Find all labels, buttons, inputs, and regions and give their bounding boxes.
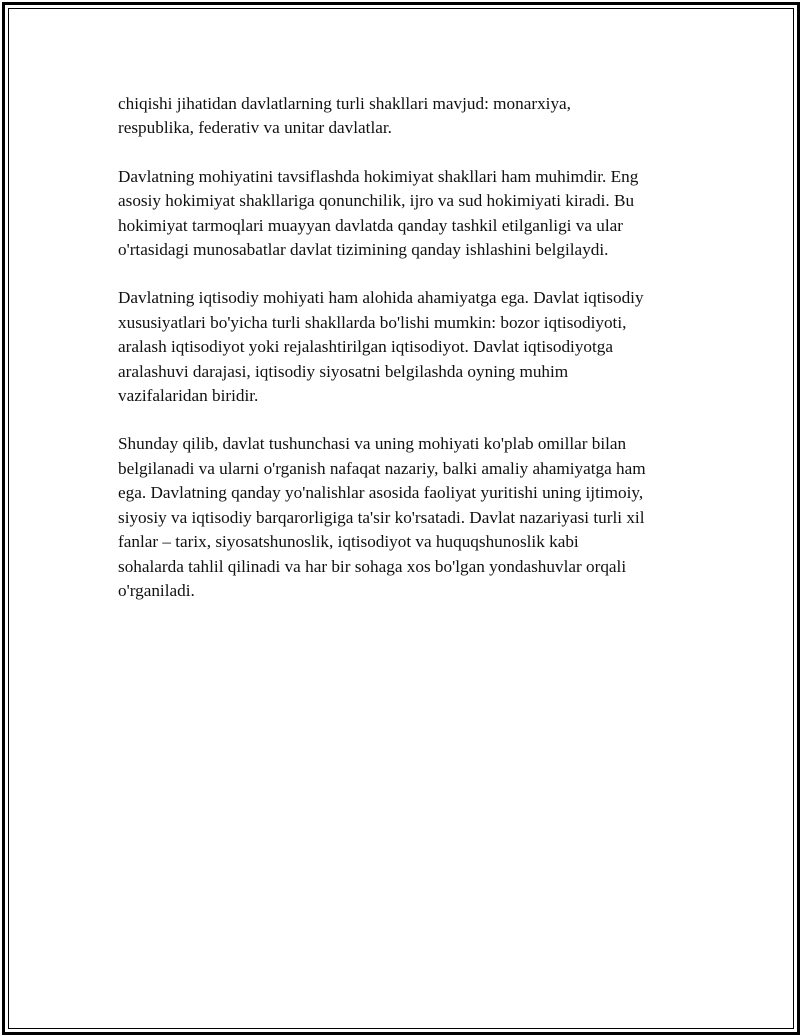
paragraph-economic-essence: Davlatning iqtisodiy mohiyati ham alohida ahamiyatga ega. Davlat iqtisodiy xususiyatlari bo'yicha turli shakllarda bo'lishi mumkin: bozor iqtisodiyoti, aralash iqtisodiyot yoki rejalashtirilgan iqtisodiyot. Davlat iqtisodiyotga aralashuvi darajasi, iqtisodiy siyosatni belgilashda oyning muhim vazifalaridan biridir.	[118, 288, 644, 406]
paragraph-power-branches: Davlatning mohiyatini tavsiflashda hokimiyat shakllari ham muhimdir. Eng asosiy hokimiyat shakllariga qonunchilik, ijro va sud hokimiyati kiradi. Bu hokimiyat tarmoqlari muayyan davlatda qanday tashkil etilganligi va ular o'rtasidagi munosabatlar davlat tizimining qanday ishlashini belgilaydi.	[118, 166, 639, 260]
paragraph-state-forms: chiqishi jihatidan davlatlarning turli shakllari mavjud: monarxiya, respublika, federativ va unitar davlatlar.	[118, 94, 571, 138]
document-body	[118, 92, 698, 603]
paragraph-conclusion: Shunday qilib, davlat tushunchasi va uning mohiyati ko'plab omillar bilan belgilanadi va ularni o'rganish nafaqat nazariy, balki amaliy ahamiyatga ham ega. Davlatning qanday yo'nalishlar asosida faoliyat yuritishi uning ijtimoiy, siyosiy va iqtisodiy barqarorligiga ta'sir ko'rsatadi. Davlat nazariyasi turli xil fanlar – tarix, siyosatshunoslik, iqtisodiyot va huquqshunoslik kabi sohalarda tahlil qilinadi va har bir sohaga xos bo'lgan yondashuvlar orqali o'rganiladi.	[118, 434, 646, 600]
